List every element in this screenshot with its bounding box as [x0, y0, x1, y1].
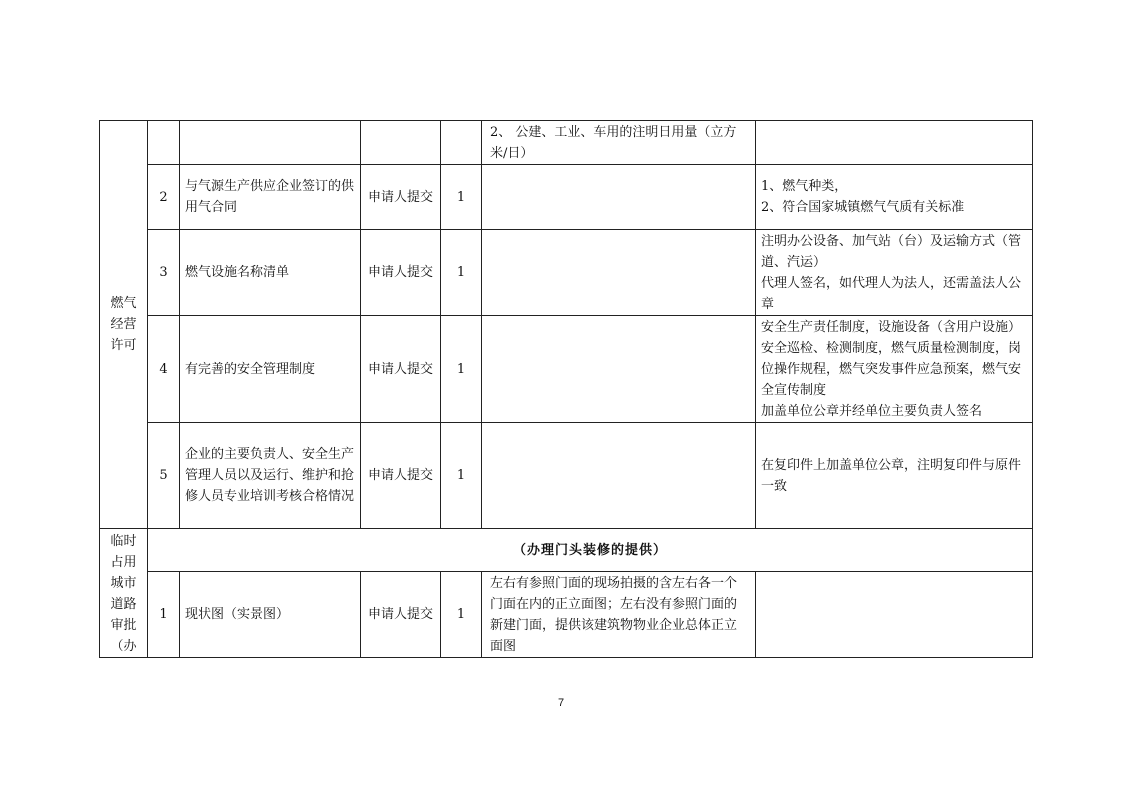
- material-source: 申请人提交: [361, 316, 441, 423]
- material-name: 现状图（实景图）: [180, 572, 361, 658]
- copy-count: 1: [441, 316, 482, 423]
- material-source: [361, 121, 441, 165]
- page-number: 7: [557, 697, 565, 709]
- row-number: 3: [148, 230, 180, 316]
- material-note: 安全生产责任制度，设施设备（含用户设施）安全巡检、检测制度，燃气质量检测制度，岗位操作规程，燃气突发事件应急预案，燃气安全宣传制度 加盖单位公章并经单位主要负责人签名: [756, 316, 1033, 423]
- table-row: [100, 316, 1033, 423]
- material-note: 1、燃气种类， 2、符合国家城镇燃气气质有关标准: [756, 165, 1033, 230]
- material-source: 申请人提交: [361, 230, 441, 316]
- section-banner: （办理门头装修的提供）: [148, 529, 1033, 572]
- material-note: 注明办公设备、加气站（台）及运输方式（管道、汽运） 代理人签名，如代理人为法人，还需盖法人公章: [756, 230, 1033, 316]
- material-name: 燃气设施名称清单: [180, 230, 361, 316]
- material-requirement: [482, 165, 756, 230]
- row-number: 5: [148, 423, 180, 529]
- copy-count: 1: [441, 165, 482, 230]
- material-source: 申请人提交: [361, 165, 441, 230]
- material-name: 与气源生产供应企业签订的供用气合同: [180, 165, 361, 230]
- material-note: [756, 572, 1033, 658]
- copy-count: 1: [441, 572, 482, 658]
- table-row: [100, 165, 1033, 230]
- material-requirement: [482, 230, 756, 316]
- table-row: [100, 423, 1033, 529]
- table-row: [100, 230, 1033, 316]
- material-name: [180, 121, 361, 165]
- material-source: 申请人提交: [361, 423, 441, 529]
- materials-table: [99, 120, 1033, 658]
- material-name: 有完善的安全管理制度: [180, 316, 361, 423]
- table-row: [100, 121, 1033, 165]
- category-cell-road-occupation: 临时占用城市道路审批（办: [100, 529, 148, 658]
- material-name: 企业的主要负责人、安全生产管理人员以及运行、维护和抢修人员专业培训考核合格情况: [180, 423, 361, 529]
- category-cell-gas-license: 燃气经营许可: [100, 121, 148, 529]
- row-number: 4: [148, 316, 180, 423]
- table-row: [100, 529, 1033, 572]
- material-requirement: [482, 316, 756, 423]
- material-requirement: 左右有参照门面的现场拍摄的含左右各一个门面在内的正立面图；左右没有参照门面的新建门面，提供该建筑物物业企业总体正立面图: [482, 572, 756, 658]
- material-source: 申请人提交: [361, 572, 441, 658]
- copy-count: 1: [441, 423, 482, 529]
- table-row: [100, 572, 1033, 658]
- copy-count: [441, 121, 482, 165]
- row-number: 1: [148, 572, 180, 658]
- row-number: [148, 121, 180, 165]
- material-requirement: [482, 423, 756, 529]
- material-note: [756, 121, 1033, 165]
- material-note: 在复印件上加盖单位公章，注明复印件与原件一致: [756, 423, 1033, 529]
- copy-count: 1: [441, 230, 482, 316]
- row-number: 2: [148, 165, 180, 230]
- material-requirement: 2、 公建、工业、车用的注明日用量（立方米/日）: [482, 121, 756, 165]
